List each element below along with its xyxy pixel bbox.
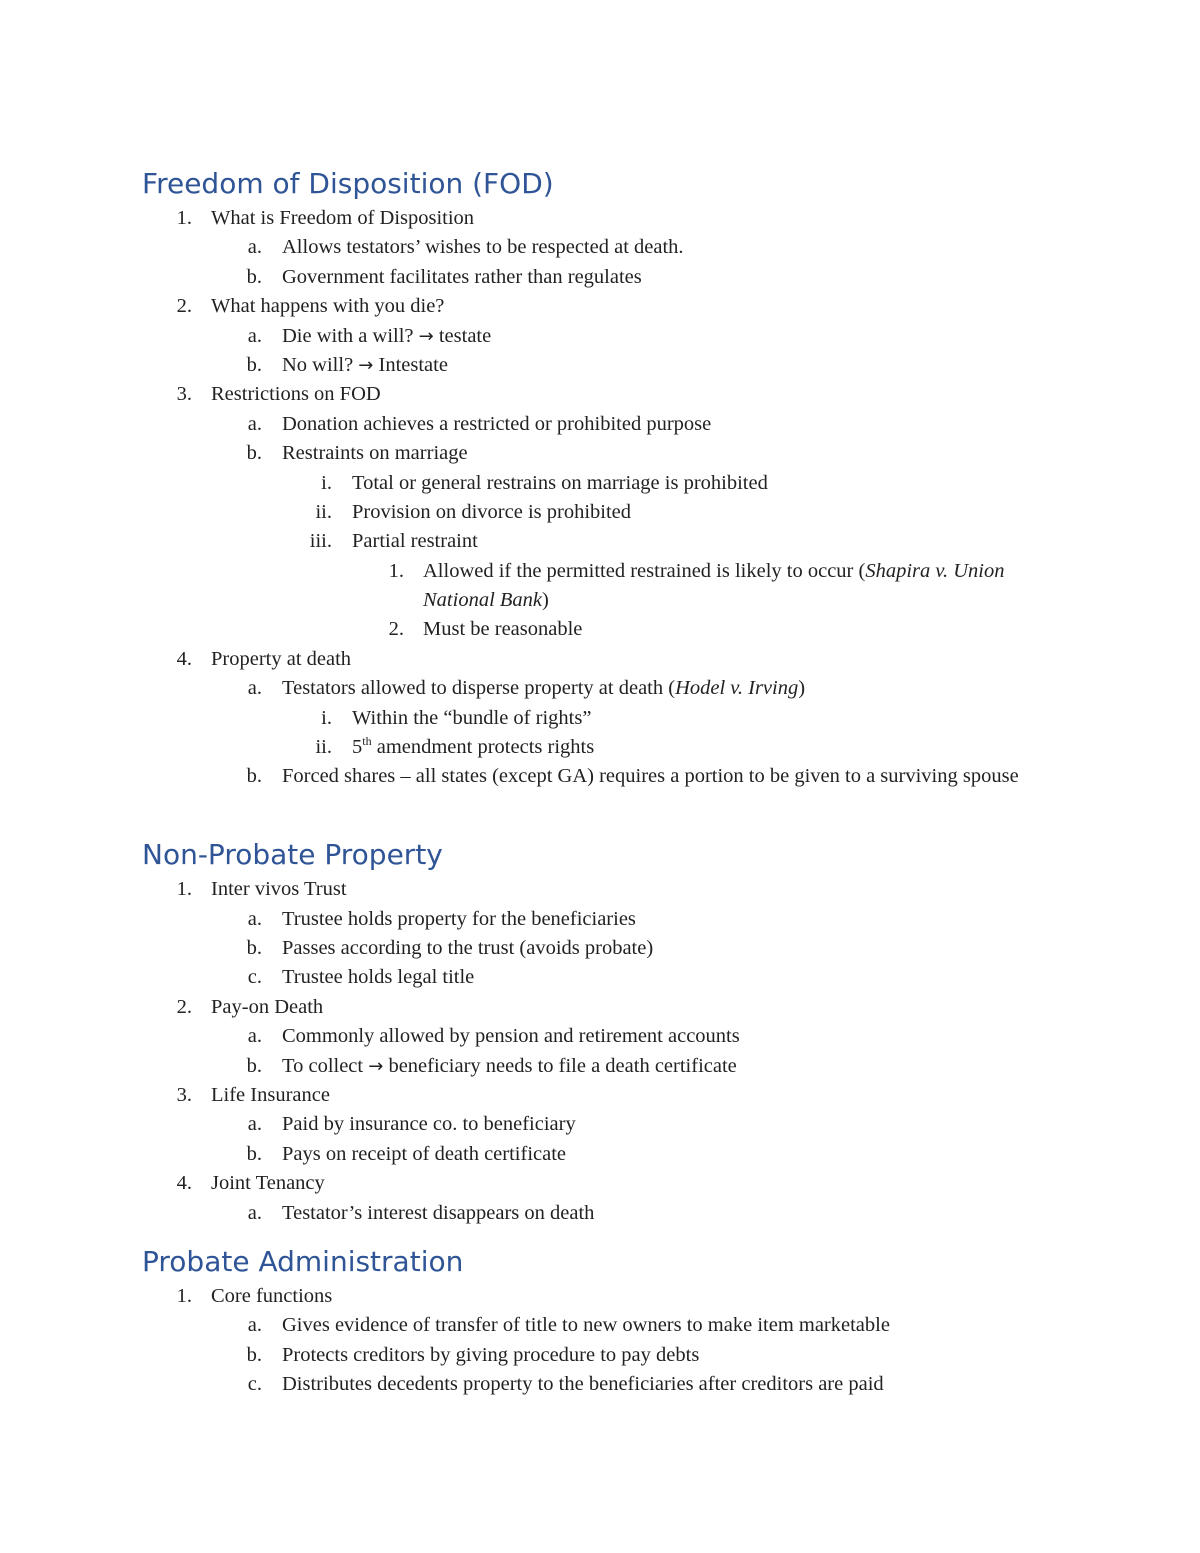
list-item: 2. Pay-on Death bbox=[176, 995, 324, 1018]
list-item: 1. What is Freedom of Disposition bbox=[176, 207, 475, 229]
list-item: b. Restraints on marriage bbox=[246, 442, 468, 465]
list-item: ii. Provision on divorce is prohibited bbox=[315, 500, 632, 523]
section-heading: Probate Administration bbox=[142, 1244, 464, 1278]
list-item: a. Allows testators’ wishes to be respected at death. bbox=[247, 236, 684, 259]
list-item: b. Government facilitates rather than regulates bbox=[246, 265, 642, 288]
arrow-right-icon: → bbox=[368, 1055, 384, 1077]
list-item: 4. Joint Tenancy bbox=[176, 1172, 325, 1195]
list-item: c. Distributes decedents property to the beneficiaries after creditors are paid bbox=[247, 1373, 884, 1396]
list-item: a. Gives evidence of transfer of title to new owners to make item marketable bbox=[247, 1314, 890, 1337]
list-item: b. To collect → beneficiary needs to file a death certificate bbox=[246, 1054, 737, 1077]
arrow-right-icon: → bbox=[418, 325, 434, 347]
list-item: c. Trustee holds legal title bbox=[247, 966, 475, 989]
list-item: b. Pays on receipt of death certificate bbox=[246, 1142, 567, 1165]
list-item: ii. 5th amendment protects rights bbox=[315, 734, 595, 759]
list-item: 1. Core functions bbox=[176, 1284, 333, 1307]
section-heading: Freedom of Disposition (FOD) bbox=[142, 167, 554, 200]
list-item: a. Paid by insurance co. to beneficiary bbox=[247, 1113, 576, 1136]
case-citation: Shapira v. Union National Bank bbox=[423, 559, 1005, 612]
list-item: 2. What happens with you die? bbox=[176, 295, 445, 318]
list-item: i. Total or general restrains on marriage is prohibited bbox=[321, 471, 768, 494]
list-item: 4. Property at death bbox=[176, 647, 352, 670]
list-item: a. Trustee holds property for the beneficiaries bbox=[247, 907, 636, 930]
list-item: b. Forced shares – all states (except GA) requires a portion to be given to a surviving spouse bbox=[246, 765, 1019, 788]
list-item: a. Commonly allowed by pension and retirement accounts bbox=[247, 1025, 740, 1048]
list-item: 3. Life Insurance bbox=[176, 1083, 330, 1106]
arrow-right-icon: → bbox=[358, 354, 374, 376]
list-item: iii. Partial restraint bbox=[309, 530, 478, 553]
list-item: 1. Inter vivos Trust bbox=[176, 878, 347, 901]
document-body bbox=[142, 164, 1102, 1399]
list-item: b. Passes according to the trust (avoids probate) bbox=[246, 937, 654, 960]
list-item: a. Die with a will? → testate bbox=[247, 324, 492, 347]
case-citation: Hodel v. Irving bbox=[675, 677, 799, 700]
list-item: i. Within the “bundle of rights” bbox=[321, 706, 592, 729]
list-item: 3. Restrictions on FOD bbox=[176, 383, 381, 406]
list-item: b. Protects creditors by giving procedure to pay debts bbox=[246, 1343, 700, 1366]
list-item: b. No will? → Intestate bbox=[246, 353, 448, 376]
section-heading: Non-Probate Property bbox=[142, 838, 443, 872]
list-item: a. Testators allowed to disperse property at death (Hodel v. Irving) bbox=[247, 677, 806, 700]
list-item: 1. Allowed if the permitted restrained is likely to occur (Shapira v. Union National Bank) bbox=[388, 559, 1005, 612]
list-item: a. Testator’s interest disappears on death bbox=[247, 1201, 595, 1224]
list-item: a. Donation achieves a restricted or prohibited purpose bbox=[247, 412, 712, 435]
list-item: 2. Must be reasonable bbox=[388, 618, 583, 641]
